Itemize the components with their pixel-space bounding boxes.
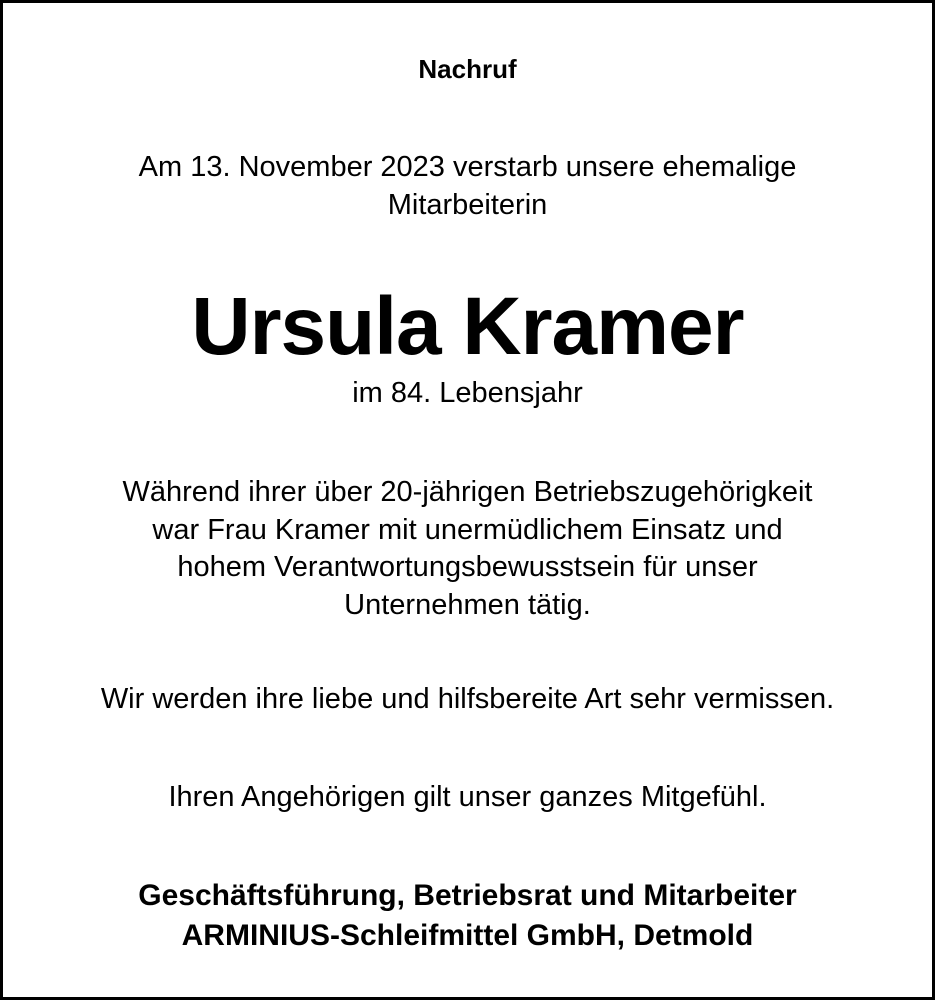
- intro-text: [3, 148, 932, 224]
- intro-line-2: Mitarbeiterin: [387, 189, 548, 221]
- signature-line-2: ARMINIUS-Schleifmittel GmbH, Detmold: [181, 919, 754, 952]
- tribute-line-1: Während ihrer über 20-jährigen Betriebszugehörigkeit: [122, 476, 813, 508]
- condolence-text: Ihren Angehörigen gilt unser ganzes Mitgefühl.: [168, 781, 767, 813]
- age-text: im 84. Lebensjahr: [352, 377, 583, 409]
- farewell-text: Wir werden ihre liebe und hilfsbereite Art sehr vermissen.: [100, 683, 835, 715]
- tribute-line-2: war Frau Kramer mit unermüdlichem Einsatz und: [152, 513, 783, 546]
- deceased-name: Ursula Kramer: [191, 281, 744, 372]
- tribute-line-4: Unternehmen tätig.: [344, 588, 591, 621]
- notice-heading: Nachruf: [418, 54, 517, 84]
- intro-line-1: Am 13. November 2023 verstarb unsere ehemalige: [138, 151, 797, 183]
- tribute-paragraph: [3, 474, 932, 624]
- signature-line-1: Geschäftsführung, Betriebsrat und Mitarbeiter: [138, 879, 797, 912]
- signature-block: [3, 876, 932, 956]
- tribute-line-3: hohem Verantwortungsbewusstsein für unser: [177, 551, 758, 583]
